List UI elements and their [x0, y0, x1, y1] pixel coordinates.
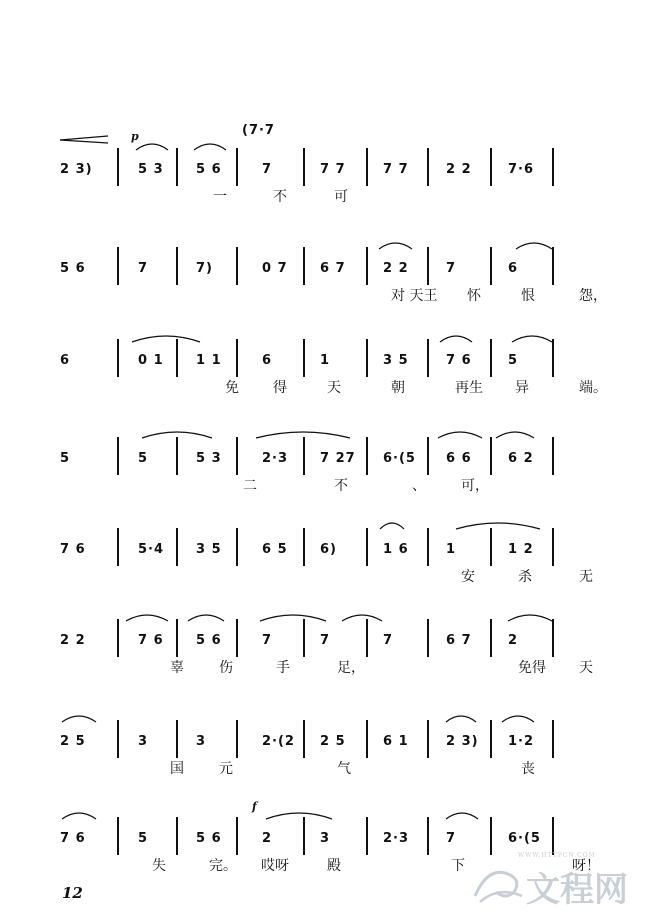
watermark [470, 852, 655, 916]
note-group: 6 1 [383, 734, 409, 749]
score-system [0, 347, 660, 437]
barline [117, 817, 119, 855]
lyric-syllable: 天 [579, 660, 593, 676]
barline [236, 817, 238, 855]
barline [366, 817, 368, 855]
barline [427, 339, 429, 377]
barline [176, 619, 178, 657]
lyric-syllable: 得 [273, 380, 287, 396]
note-group: 6·(5 [508, 831, 541, 846]
barline [366, 619, 368, 657]
note-group: 5 [138, 451, 149, 466]
score-system [0, 728, 660, 818]
lyric-syllable: 下 [451, 858, 465, 874]
note-group: 3 [138, 734, 149, 749]
barline [303, 247, 305, 285]
note-group: 7 6 [60, 542, 86, 557]
barline [176, 720, 178, 758]
note-group: 3 5 [383, 353, 409, 368]
lyric-syllable: 、 [412, 478, 426, 494]
barline [552, 247, 554, 285]
barline [236, 339, 238, 377]
lyric-syllable: 恨 [521, 288, 535, 304]
barline [117, 339, 119, 377]
barline [490, 619, 492, 657]
lyric-syllable: 手 [276, 660, 290, 676]
lyric-syllable: 哎呀 [261, 858, 289, 874]
barline [490, 528, 492, 566]
barline [303, 339, 305, 377]
lyric-syllable: 丧 [521, 761, 535, 777]
lyric-syllable: 朝 [391, 380, 405, 396]
note-group: 5 6 [60, 261, 86, 276]
barline [176, 528, 178, 566]
note-group: 2 [262, 831, 273, 846]
barline [303, 148, 305, 186]
barline [117, 148, 119, 186]
note-group: 5 6 [196, 633, 222, 648]
note-group: 6 2 [508, 451, 534, 466]
note-group: 5 [508, 353, 519, 368]
barline [427, 437, 429, 475]
note-group: 7) [196, 261, 213, 276]
note-group: 7 [262, 633, 273, 648]
score-system [0, 255, 660, 345]
lyric-syllable: 不 [273, 189, 287, 205]
barline [427, 619, 429, 657]
note-group: 6 7 [446, 633, 472, 648]
barline [117, 619, 119, 657]
lyric-syllable: 一 [213, 189, 227, 205]
note-group: 5·4 [138, 542, 165, 557]
note-group: 6 [60, 353, 71, 368]
note-group: 7 [320, 633, 331, 648]
lyric-syllable: 二 [243, 478, 257, 494]
note-group: 7 [446, 831, 457, 846]
barline [427, 148, 429, 186]
barline [366, 528, 368, 566]
dynamic-p-mark: p [131, 130, 139, 143]
barline [552, 720, 554, 758]
barline [176, 148, 178, 186]
dynamic-f-mark: f [252, 800, 257, 813]
note-group: 2 5 [60, 734, 86, 749]
lyric-syllable: 完。 [209, 858, 237, 874]
barline [552, 817, 554, 855]
lyric-syllable: 无 [579, 569, 593, 585]
wave-logo-icon [470, 856, 530, 906]
barline [236, 437, 238, 475]
barline [490, 247, 492, 285]
barline [236, 528, 238, 566]
watermark-brand: 文程网 [526, 870, 628, 910]
note-group: 2·(2 [262, 734, 295, 749]
note-group: 1 1 [196, 353, 222, 368]
score-system [0, 156, 660, 246]
score-system [0, 536, 660, 626]
barline [303, 619, 305, 657]
lyric-syllable: 端。 [579, 380, 607, 396]
lyric-syllable: 天 [327, 380, 341, 396]
note-group: 2 [508, 633, 519, 648]
lyric-syllable: 呀！ [572, 858, 600, 874]
barline [490, 148, 492, 186]
barline [427, 720, 429, 758]
lyric-syllable: 安 [461, 569, 475, 585]
lyric-syllable: 怀 [467, 288, 481, 304]
barline [490, 720, 492, 758]
barline [490, 817, 492, 855]
lyric-syllable: 怨， [579, 288, 607, 304]
note-group: 1 6 [383, 542, 409, 557]
barline [236, 720, 238, 758]
lyric-syllable: 免 [225, 380, 239, 396]
barline [303, 528, 305, 566]
lyric-syllable: 殿 [327, 858, 341, 874]
lyric-syllable: 免得 [518, 660, 546, 676]
lyric-syllable: 失 [152, 858, 166, 874]
note-group: 7 27 [320, 451, 356, 466]
slur-mark [194, 144, 226, 150]
lyric-syllable: 气 [337, 761, 351, 777]
barline [427, 247, 429, 285]
barline [117, 247, 119, 285]
barline [236, 619, 238, 657]
note-group: 7 6 [138, 633, 164, 648]
slur-mark [136, 144, 168, 150]
note-group: 7 [138, 261, 149, 276]
note-group: 5 6 [196, 162, 222, 177]
barline [427, 817, 429, 855]
watermark-url: WWW.HTTPCN.COM [518, 852, 596, 859]
note-group: 7·6 [508, 162, 535, 177]
barline [176, 247, 178, 285]
page-number: 12 [62, 884, 83, 902]
lyric-syllable: 足， [337, 660, 365, 676]
barline [490, 437, 492, 475]
note-group: 3 [196, 734, 207, 749]
note-group: 1 2 [508, 542, 534, 557]
note-group: 3 5 [196, 542, 222, 557]
barline [366, 247, 368, 285]
note-group: 5 3 [196, 451, 222, 466]
note-group: 1 [320, 353, 331, 368]
barline [552, 619, 554, 657]
note-group: 2·3 [262, 451, 289, 466]
barline [236, 247, 238, 285]
lyric-syllable: 再生 [455, 380, 483, 396]
barline [366, 339, 368, 377]
note-group: 7 [446, 261, 457, 276]
note-group: 6 5 [262, 542, 288, 557]
note-group: 7 7 [383, 162, 409, 177]
lyric-syllable: 对 天王 [391, 288, 438, 304]
score-system [0, 445, 660, 535]
lyric-syllable: 辜 [170, 660, 184, 676]
note-group: 6 [508, 261, 519, 276]
lyric-syllable: 国 [170, 761, 184, 777]
note-group: 2 2 [446, 162, 472, 177]
score-system [0, 627, 660, 717]
note-group: 2 2 [60, 633, 86, 648]
note-group: 0 1 [138, 353, 164, 368]
barline [366, 148, 368, 186]
note-group: 2·3 [383, 831, 410, 846]
note-group: 7 [383, 633, 394, 648]
barline [117, 528, 119, 566]
lyric-syllable: 可， [461, 478, 489, 494]
barline [176, 437, 178, 475]
barline [552, 437, 554, 475]
note-group: 7 6 [446, 353, 472, 368]
note-group: 7 [262, 162, 273, 177]
barline [427, 528, 429, 566]
note-group: 7 6 [60, 831, 86, 846]
note-group: 5 3 [138, 162, 164, 177]
barline [117, 720, 119, 758]
note-group: 6 6 [446, 451, 472, 466]
note-group: 2 5 [320, 734, 346, 749]
note-group: 5 [60, 451, 71, 466]
note-group: 6·(5 [383, 451, 416, 466]
note-group: 0 7 [262, 261, 288, 276]
note-group: 1 [446, 542, 457, 557]
note-group: 7 7 [320, 162, 346, 177]
barline [176, 339, 178, 377]
lyric-syllable: 可 [334, 189, 348, 205]
barline [552, 148, 554, 186]
barline [303, 720, 305, 758]
note-group: 2 3) [446, 734, 479, 749]
pickup-notes: (7·7 [242, 123, 275, 138]
note-group: 5 6 [196, 831, 222, 846]
barline [117, 437, 119, 475]
barline [552, 528, 554, 566]
note-group: 3 [320, 831, 331, 846]
barline [552, 339, 554, 377]
lyric-syllable: 杀 [518, 569, 532, 585]
lyric-syllable: 异 [515, 380, 529, 396]
lyric-syllable: 不 [334, 478, 348, 494]
barline [366, 720, 368, 758]
lyric-syllable: 元 [219, 761, 233, 777]
note-group: 6 [262, 353, 273, 368]
note-group: 1·2 [508, 734, 535, 749]
barline [303, 437, 305, 475]
note-group: 6) [320, 542, 337, 557]
note-group: 2 2 [383, 261, 409, 276]
barline [303, 817, 305, 855]
barline [366, 437, 368, 475]
note-group: 6 7 [320, 261, 346, 276]
barline [490, 339, 492, 377]
note-group: 2 3) [60, 162, 93, 177]
barline [176, 817, 178, 855]
barline [236, 148, 238, 186]
lyric-syllable: 伤 [219, 660, 233, 676]
note-group: 5 [138, 831, 149, 846]
